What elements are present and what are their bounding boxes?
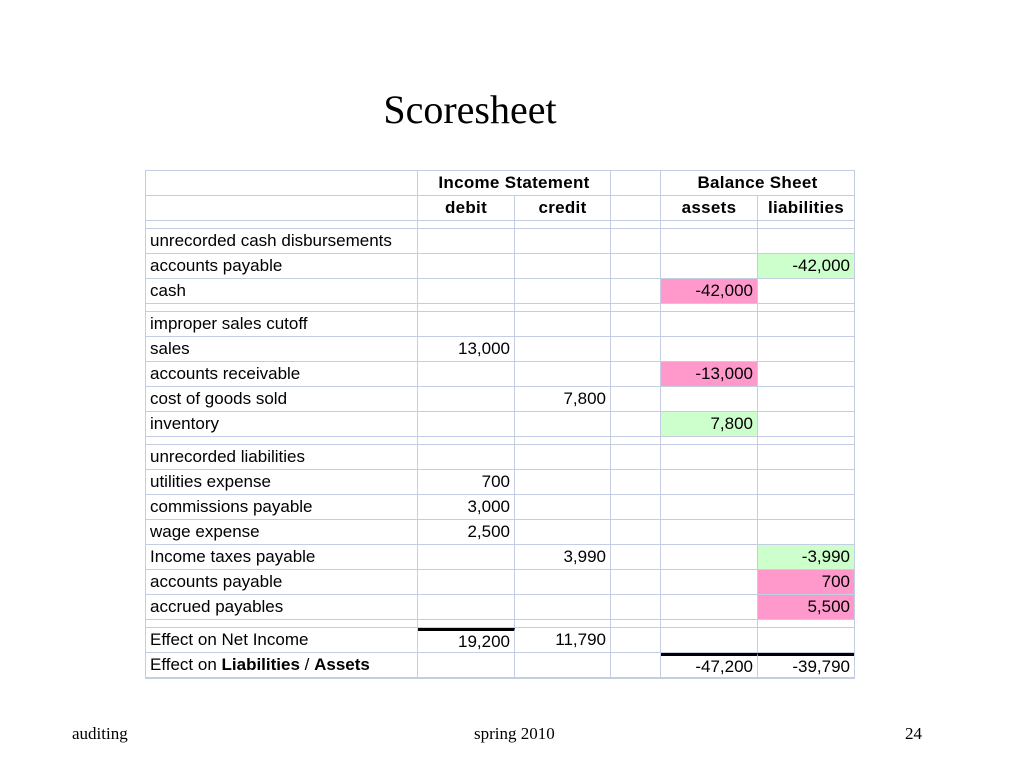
net-income-label: Effect on Net Income: [146, 628, 418, 653]
credit-cell: 3,990: [515, 545, 611, 570]
table-row: [146, 545, 854, 570]
empty-cell: [611, 653, 661, 678]
sep-cell: [418, 221, 515, 229]
liabilities-cell: [758, 495, 854, 520]
gap-cell: [611, 337, 661, 362]
empty-cell: [661, 312, 758, 337]
empty-cell: [611, 628, 661, 653]
row-label: wage expense: [146, 520, 418, 545]
empty-cell: [758, 445, 854, 470]
table-row: [146, 279, 854, 304]
separator-row: [146, 304, 854, 312]
empty-cell: [661, 445, 758, 470]
table-row: [146, 412, 854, 437]
gap-cell: [611, 545, 661, 570]
section-title-row: [146, 312, 854, 337]
separator-row: [146, 620, 854, 628]
section-title-row: [146, 445, 854, 470]
sep-cell: [146, 221, 418, 229]
credit-cell: [515, 362, 611, 387]
row-label: accounts payable: [146, 570, 418, 595]
credit-cell: [515, 520, 611, 545]
net-income-debit: 19,200: [418, 628, 515, 653]
sep-cell: [661, 437, 758, 445]
credit-cell: [515, 412, 611, 437]
gap-cell: [611, 254, 661, 279]
credit-cell: [515, 279, 611, 304]
sep-cell: [758, 221, 854, 229]
empty-cell: [515, 312, 611, 337]
sep-cell: [758, 437, 854, 445]
assets-cell: [661, 495, 758, 520]
debit-cell: [418, 595, 515, 620]
empty-cell: [758, 628, 854, 653]
table-row: [146, 254, 854, 279]
debit-cell: 700: [418, 470, 515, 495]
section-title: unrecorded liabilities: [146, 445, 418, 470]
gap-cell: [611, 595, 661, 620]
debit-cell: [418, 362, 515, 387]
liabilities-cell: -3,990: [758, 545, 854, 570]
liabilities-cell: [758, 337, 854, 362]
gap-cell: [611, 196, 661, 221]
liabilities-header: liabilities: [758, 196, 854, 221]
effect-bs-liabilities-word: Liabilities: [221, 655, 300, 674]
scoresheet-table: [145, 170, 855, 679]
gap-cell: [611, 470, 661, 495]
effect-bs-prefix: Effect on: [150, 655, 222, 674]
row-label: accounts receivable: [146, 362, 418, 387]
effect-bs-label: [146, 653, 418, 678]
footer-page-number: 24: [905, 724, 922, 743]
table-row: [146, 520, 854, 545]
empty-cell: [611, 312, 661, 337]
assets-cell: -13,000: [661, 362, 758, 387]
row-label: utilities expense: [146, 470, 418, 495]
assets-cell: [661, 520, 758, 545]
credit-cell: 7,800: [515, 387, 611, 412]
row-label: cost of goods sold: [146, 387, 418, 412]
table-row: [146, 387, 854, 412]
debit-cell: 2,500: [418, 520, 515, 545]
header-row-1: [146, 171, 854, 196]
empty-cell: [418, 229, 515, 254]
net-income-row: [146, 628, 854, 653]
assets-header: assets: [661, 196, 758, 221]
liabilities-cell: [758, 470, 854, 495]
sep-cell: [661, 304, 758, 312]
credit-header: credit: [515, 196, 611, 221]
empty-cell: [515, 653, 611, 678]
gap-cell: [611, 412, 661, 437]
row-label: Income taxes payable: [146, 545, 418, 570]
effect-balance-sheet-row: [146, 653, 854, 678]
assets-cell: [661, 570, 758, 595]
sep-cell: [418, 437, 515, 445]
sep-cell: [758, 304, 854, 312]
debit-cell: [418, 387, 515, 412]
header-row-2: [146, 196, 854, 221]
liabilities-cell: -42,000: [758, 254, 854, 279]
separator-row: [146, 437, 854, 445]
table-row: [146, 570, 854, 595]
empty-cell: [418, 653, 515, 678]
assets-cell: [661, 337, 758, 362]
gap-cell: [611, 279, 661, 304]
section-title: unrecorded cash disbursements: [146, 229, 418, 254]
effect-bs-liabilities: -39,790: [758, 653, 854, 678]
debit-cell: 13,000: [418, 337, 515, 362]
effect-bs-assets-word: Assets: [314, 655, 370, 674]
sep-cell: [611, 304, 661, 312]
sep-cell: [146, 304, 418, 312]
empty-cell: [661, 628, 758, 653]
assets-cell: 7,800: [661, 412, 758, 437]
sep-cell: [515, 620, 611, 628]
table-row: [146, 362, 854, 387]
section-title-row: [146, 229, 854, 254]
empty-cell: [515, 229, 611, 254]
footer-term: spring 2010: [474, 724, 555, 743]
credit-cell: [515, 495, 611, 520]
row-label: commissions payable: [146, 495, 418, 520]
debit-header: debit: [418, 196, 515, 221]
liabilities-cell: 700: [758, 570, 854, 595]
liabilities-cell: [758, 279, 854, 304]
gap-cell: [611, 171, 661, 196]
assets-cell: [661, 254, 758, 279]
liabilities-cell: 5,500: [758, 595, 854, 620]
debit-cell: [418, 545, 515, 570]
blank-header-cell: [146, 171, 418, 196]
sep-cell: [611, 620, 661, 628]
credit-cell: [515, 337, 611, 362]
debit-cell: [418, 412, 515, 437]
sep-cell: [418, 304, 515, 312]
assets-cell: -42,000: [661, 279, 758, 304]
liabilities-cell: [758, 362, 854, 387]
gap-cell: [611, 387, 661, 412]
sep-cell: [611, 437, 661, 445]
assets-cell: [661, 470, 758, 495]
slide-title: Scoresheet: [383, 87, 557, 132]
row-label: inventory: [146, 412, 418, 437]
debit-cell: [418, 254, 515, 279]
table-row: [146, 495, 854, 520]
debit-cell: [418, 570, 515, 595]
assets-cell: [661, 595, 758, 620]
table-row: [146, 337, 854, 362]
empty-cell: [758, 229, 854, 254]
credit-cell: [515, 470, 611, 495]
assets-cell: [661, 545, 758, 570]
sep-cell: [515, 437, 611, 445]
credit-cell: [515, 570, 611, 595]
section-title: improper sales cutoff: [146, 312, 418, 337]
gap-cell: [611, 495, 661, 520]
row-label: cash: [146, 279, 418, 304]
debit-cell: [418, 279, 515, 304]
sep-cell: [418, 620, 515, 628]
liabilities-cell: [758, 387, 854, 412]
table-row: [146, 595, 854, 620]
empty-cell: [611, 229, 661, 254]
blank-header-cell: [146, 196, 418, 221]
sep-cell: [515, 304, 611, 312]
empty-cell: [515, 445, 611, 470]
row-label: accounts payable: [146, 254, 418, 279]
sep-cell: [515, 221, 611, 229]
empty-cell: [611, 445, 661, 470]
credit-cell: [515, 595, 611, 620]
effect-bs-slash: /: [299, 655, 315, 674]
gap-cell: [611, 520, 661, 545]
sep-cell: [758, 620, 854, 628]
assets-cell: [661, 387, 758, 412]
footer-course: auditing: [72, 724, 128, 743]
gap-cell: [611, 362, 661, 387]
sep-cell: [146, 437, 418, 445]
liabilities-cell: [758, 520, 854, 545]
table-row: [146, 470, 854, 495]
income-statement-header: Income Statement: [418, 171, 611, 196]
effect-bs-assets: -47,200: [661, 653, 758, 678]
net-income-credit: 11,790: [515, 628, 611, 653]
row-label: sales: [146, 337, 418, 362]
credit-cell: [515, 254, 611, 279]
debit-cell: 3,000: [418, 495, 515, 520]
balance-sheet-header: Balance Sheet: [661, 171, 854, 196]
empty-cell: [758, 312, 854, 337]
empty-cell: [418, 312, 515, 337]
sep-cell: [146, 620, 418, 628]
separator-row: [146, 221, 854, 229]
sep-cell: [661, 221, 758, 229]
empty-cell: [661, 229, 758, 254]
row-label: accrued payables: [146, 595, 418, 620]
empty-cell: [418, 445, 515, 470]
gap-cell: [611, 570, 661, 595]
liabilities-cell: [758, 412, 854, 437]
sep-cell: [611, 221, 661, 229]
sep-cell: [661, 620, 758, 628]
